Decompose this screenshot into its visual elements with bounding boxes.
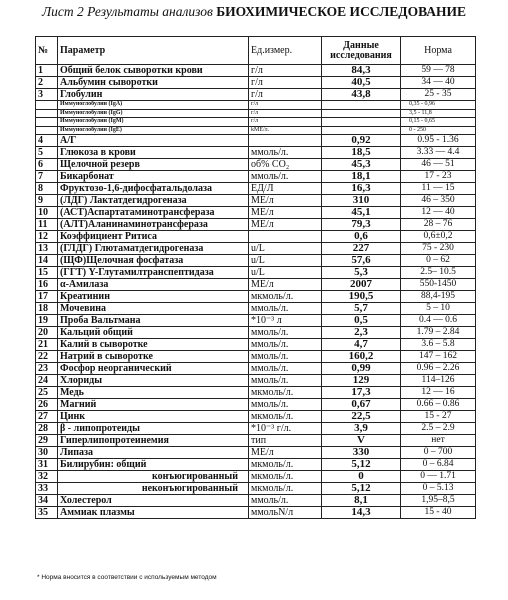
row-norm: 25 - 35 (401, 89, 476, 101)
row-parameter: Хлориды (58, 375, 249, 387)
row-parameter: Щелочной резерв (58, 159, 249, 171)
row-norm: 0 – 6.84 (401, 459, 476, 471)
row-norm: 46 — 51 (401, 159, 476, 171)
row-unit: об% CO₂ (249, 159, 322, 171)
row-number: 34 (36, 495, 58, 507)
table-row (36, 89, 476, 101)
row-number: 13 (36, 243, 58, 255)
row-norm: 3.6 – 5.8 (401, 339, 476, 351)
row-parameter: Иммуноглобулин (IgA) (58, 101, 249, 110)
table-row (36, 65, 476, 77)
row-norm: 1.79 – 2.84 (401, 327, 476, 339)
table-row (36, 507, 476, 519)
row-unit: г/л (249, 65, 322, 77)
row-number: 18 (36, 303, 58, 315)
row-number: 25 (36, 387, 58, 399)
row-value: 40,5 (322, 77, 401, 89)
table-row (36, 363, 476, 375)
row-norm: 147 – 162 (401, 351, 476, 363)
table-row (36, 339, 476, 351)
row-norm: 28 – 76 (401, 219, 476, 231)
row-number: 6 (36, 159, 58, 171)
table-row (36, 303, 476, 315)
header-param: Параметр (58, 37, 249, 65)
row-number: 33 (36, 483, 58, 495)
row-number: 27 (36, 411, 58, 423)
row-value: 84,3 (322, 65, 401, 77)
row-number (36, 109, 58, 118)
table-row (36, 267, 476, 279)
row-number: 17 (36, 291, 58, 303)
row-unit: МЕ/л (249, 195, 322, 207)
table-row (36, 219, 476, 231)
row-unit: мкмоль/л. (249, 291, 322, 303)
row-value: 5,7 (322, 303, 401, 315)
row-parameter: Кальций общий (58, 327, 249, 339)
row-number (36, 126, 58, 135)
row-value (322, 101, 401, 110)
row-parameter: (ЩФ)Щелочная фосфатаза (58, 255, 249, 267)
row-unit: мкмоль/л. (249, 459, 322, 471)
row-value: 14,3 (322, 507, 401, 519)
row-number: 30 (36, 447, 58, 459)
row-parameter: Калий в сыворотке (58, 339, 249, 351)
row-value: 310 (322, 195, 401, 207)
row-unit: МЕ/л (249, 447, 322, 459)
row-norm: 0 — 1.71 (401, 471, 476, 483)
table-subrow (36, 109, 476, 118)
row-norm: 114–126 (401, 375, 476, 387)
row-value: 0,92 (322, 135, 401, 147)
row-number: 28 (36, 423, 58, 435)
row-number: 2 (36, 77, 58, 89)
row-value: 18,5 (322, 147, 401, 159)
row-parameter: Мочевина (58, 303, 249, 315)
page-title (0, 4, 508, 20)
row-unit: *10⁻³ г/л. (249, 423, 322, 435)
row-number: 3 (36, 89, 58, 101)
row-unit: МЕ/л (249, 219, 322, 231)
table-row (36, 423, 476, 435)
row-value: 17,3 (322, 387, 401, 399)
row-norm: 5 – 10 (401, 303, 476, 315)
row-parameter: Натрий в сыворотке (58, 351, 249, 363)
row-parameter: β - липопротеиды (58, 423, 249, 435)
table-row (36, 147, 476, 159)
row-number: 21 (36, 339, 58, 351)
row-number: 12 (36, 231, 58, 243)
header-num: № (36, 37, 58, 65)
row-value: 79,3 (322, 219, 401, 231)
header-value: Данные исследования (322, 37, 401, 65)
row-unit: МЕ/л (249, 207, 322, 219)
row-parameter: А/Г (58, 135, 249, 147)
row-number: 7 (36, 171, 58, 183)
row-value: 8,1 (322, 495, 401, 507)
row-unit: ммоль/л. (249, 363, 322, 375)
row-unit: u/L (249, 267, 322, 279)
row-norm: 0 – 700 (401, 447, 476, 459)
row-unit: ммольN/л (249, 507, 322, 519)
row-value: 2,3 (322, 327, 401, 339)
row-unit: г/л (249, 77, 322, 89)
table-row (36, 411, 476, 423)
row-parameter: Липаза (58, 447, 249, 459)
table-subrow (36, 101, 476, 110)
row-unit: ммоль/л. (249, 339, 322, 351)
row-parameter: Креатинин (58, 291, 249, 303)
row-value (322, 126, 401, 135)
row-number: 19 (36, 315, 58, 327)
row-norm: 15 - 40 (401, 507, 476, 519)
row-norm: 3.33 — 4.4 (401, 147, 476, 159)
row-parameter: Иммуноглобулин (IgM) (58, 118, 249, 127)
row-value: 3,9 (322, 423, 401, 435)
row-parameter: α-Амилаза (58, 279, 249, 291)
row-unit: ммоль/л. (249, 375, 322, 387)
row-value: 43,8 (322, 89, 401, 101)
row-unit: ммоль/л. (249, 303, 322, 315)
row-parameter: Глюкоза в крови (58, 147, 249, 159)
row-value: V (322, 435, 401, 447)
row-unit: мкмоль/л. (249, 387, 322, 399)
table-row (36, 375, 476, 387)
row-value (322, 109, 401, 118)
table-row (36, 183, 476, 195)
row-parameter: (АЛТ)Аланинаминотрансфераза (58, 219, 249, 231)
table-row (36, 207, 476, 219)
table-row (36, 459, 476, 471)
table-row (36, 243, 476, 255)
row-unit: МЕ/л (249, 279, 322, 291)
row-value: 4,7 (322, 339, 401, 351)
row-norm: нет (401, 435, 476, 447)
table-header-row (36, 37, 476, 65)
row-parameter: (ГГТ) Y-Глутамилтранспептидаза (58, 267, 249, 279)
row-number: 15 (36, 267, 58, 279)
row-unit (249, 135, 322, 147)
title-prefix: Лист 2 Результаты анализов (42, 4, 213, 19)
table-row (36, 231, 476, 243)
row-unit: г/л (249, 101, 322, 110)
table-row (36, 483, 476, 495)
row-value: 0,99 (322, 363, 401, 375)
row-norm: 17 - 23 (401, 171, 476, 183)
row-number: 4 (36, 135, 58, 147)
row-value: 0,6 (322, 231, 401, 243)
row-parameter: Магний (58, 399, 249, 411)
row-unit: мкмоль/л. (249, 483, 322, 495)
table-row (36, 399, 476, 411)
row-unit (249, 231, 322, 243)
row-parameter: Иммуноглобулин (IgG) (58, 109, 249, 118)
table-row (36, 471, 476, 483)
table-row (36, 255, 476, 267)
row-value: 5,3 (322, 267, 401, 279)
row-value: 190,5 (322, 291, 401, 303)
row-value: 5,12 (322, 459, 401, 471)
row-value: 2007 (322, 279, 401, 291)
row-value: 330 (322, 447, 401, 459)
table-row (36, 327, 476, 339)
row-parameter: конъюгированный (58, 471, 249, 483)
row-norm: 0.96 – 2.26 (401, 363, 476, 375)
row-value: 16,3 (322, 183, 401, 195)
row-unit: u/L (249, 243, 322, 255)
row-parameter: Фруктозо-1,6-дифосфатальдолаза (58, 183, 249, 195)
row-unit: тип (249, 435, 322, 447)
header-norm: Норма (401, 37, 476, 65)
row-value: 0 (322, 471, 401, 483)
row-norm: 59 — 78 (401, 65, 476, 77)
row-unit: u/L (249, 255, 322, 267)
row-norm: 34 — 40 (401, 77, 476, 89)
header-unit: Ед.измер. (249, 37, 322, 65)
row-value (322, 118, 401, 127)
row-norm: 15 - 27 (401, 411, 476, 423)
row-norm: 0.4 — 0.6 (401, 315, 476, 327)
row-value: 227 (322, 243, 401, 255)
table-row (36, 315, 476, 327)
table-row (36, 279, 476, 291)
row-number: 20 (36, 327, 58, 339)
row-parameter: Цинк (58, 411, 249, 423)
row-norm: 12 — 40 (401, 207, 476, 219)
row-parameter: (ЛДГ) Лактатдегидрогеназа (58, 195, 249, 207)
row-norm: 75 - 230 (401, 243, 476, 255)
table-subrow (36, 126, 476, 135)
row-norm: 0 – 5.13 (401, 483, 476, 495)
row-value: 129 (322, 375, 401, 387)
table-row (36, 435, 476, 447)
row-value: 18,1 (322, 171, 401, 183)
row-unit: ммоль/л. (249, 495, 322, 507)
row-number: 22 (36, 351, 58, 363)
row-norm: 0 - 250 (401, 126, 476, 135)
results-table (35, 36, 476, 519)
row-number: 14 (36, 255, 58, 267)
title-main: БИОХИМИЧЕСКОЕ ИССЛЕДОВАНИЕ (216, 4, 466, 19)
row-parameter: Бикарбонат (58, 171, 249, 183)
row-value: 45,3 (322, 159, 401, 171)
row-unit: ЕД/Л (249, 183, 322, 195)
row-parameter: Общий белок сыворотки крови (58, 65, 249, 77)
row-value: 57,6 (322, 255, 401, 267)
row-number: 32 (36, 471, 58, 483)
row-number: 10 (36, 207, 58, 219)
row-unit: мкмоль/л. (249, 471, 322, 483)
row-number: 31 (36, 459, 58, 471)
row-norm: 0,6±0,2 (401, 231, 476, 243)
table-row (36, 351, 476, 363)
row-norm: 0.95 - 1.36 (401, 135, 476, 147)
row-number: 29 (36, 435, 58, 447)
table-row (36, 135, 476, 147)
row-norm: 0,35 - 0,96 (401, 101, 476, 110)
row-number (36, 118, 58, 127)
row-value: 0,67 (322, 399, 401, 411)
row-unit: г/л (249, 109, 322, 118)
row-unit: kME/л. (249, 126, 322, 135)
row-number: 11 (36, 219, 58, 231)
row-unit: *10⁻³ л (249, 315, 322, 327)
row-number: 24 (36, 375, 58, 387)
row-value: 0,5 (322, 315, 401, 327)
row-unit: ммоль/л. (249, 171, 322, 183)
row-unit: ммоль/л. (249, 351, 322, 363)
row-parameter: Проба Вальтмана (58, 315, 249, 327)
footnote: * Норма вносится в соответствии с используемым методом (37, 574, 217, 581)
row-norm: 0 – 62 (401, 255, 476, 267)
row-number: 1 (36, 65, 58, 77)
table-row (36, 387, 476, 399)
table-row (36, 447, 476, 459)
row-parameter: Коэффициент Ритиса (58, 231, 249, 243)
table-row (36, 159, 476, 171)
row-value: 160,2 (322, 351, 401, 363)
row-parameter: Гиперлипопротеинемия (58, 435, 249, 447)
row-unit: ммоль/л. (249, 327, 322, 339)
table-row (36, 195, 476, 207)
table-row (36, 77, 476, 89)
row-number: 5 (36, 147, 58, 159)
row-norm: 1,95–8,5 (401, 495, 476, 507)
row-parameter: Аммиак плазмы (58, 507, 249, 519)
row-parameter: неконъюгированный (58, 483, 249, 495)
row-parameter: (ГЛДГ) Глютаматдегидрогеназа (58, 243, 249, 255)
row-unit: г/л (249, 89, 322, 101)
row-norm: 2.5 – 2.9 (401, 423, 476, 435)
row-parameter: Холестерол (58, 495, 249, 507)
row-number: 26 (36, 399, 58, 411)
table-row (36, 171, 476, 183)
row-number: 16 (36, 279, 58, 291)
row-norm: 2.5– 10.5 (401, 267, 476, 279)
table-subrow (36, 118, 476, 127)
row-number: 9 (36, 195, 58, 207)
row-unit: ммоль/л. (249, 399, 322, 411)
row-number: 8 (36, 183, 58, 195)
row-norm: 3,5 - 11,8 (401, 109, 476, 118)
row-value: 5,12 (322, 483, 401, 495)
row-number: 23 (36, 363, 58, 375)
row-norm: 11 — 15 (401, 183, 476, 195)
row-norm: 0,15 - 0,65 (401, 118, 476, 127)
row-parameter: Иммуноглобулин (IgE) (58, 126, 249, 135)
table-row (36, 495, 476, 507)
row-unit: г/л (249, 118, 322, 127)
row-norm: 0.66 – 0.86 (401, 399, 476, 411)
row-number (36, 101, 58, 110)
row-number: 35 (36, 507, 58, 519)
row-parameter: Глобулин (58, 89, 249, 101)
row-unit: ммоль/л. (249, 147, 322, 159)
row-value: 45,1 (322, 207, 401, 219)
row-unit: мкмоль/л. (249, 411, 322, 423)
row-parameter: Фосфор неорганический (58, 363, 249, 375)
row-parameter: Альбумин сыворотки (58, 77, 249, 89)
row-norm: 12 — 16 (401, 387, 476, 399)
row-value: 22,5 (322, 411, 401, 423)
row-parameter: Билирубин: общий (58, 459, 249, 471)
table-row (36, 291, 476, 303)
row-norm: 550-1450 (401, 279, 476, 291)
row-parameter: (АСТ)Аспартатаминотрансфераза (58, 207, 249, 219)
row-norm: 46 – 350 (401, 195, 476, 207)
row-norm: 88,4-195 (401, 291, 476, 303)
row-parameter: Медь (58, 387, 249, 399)
